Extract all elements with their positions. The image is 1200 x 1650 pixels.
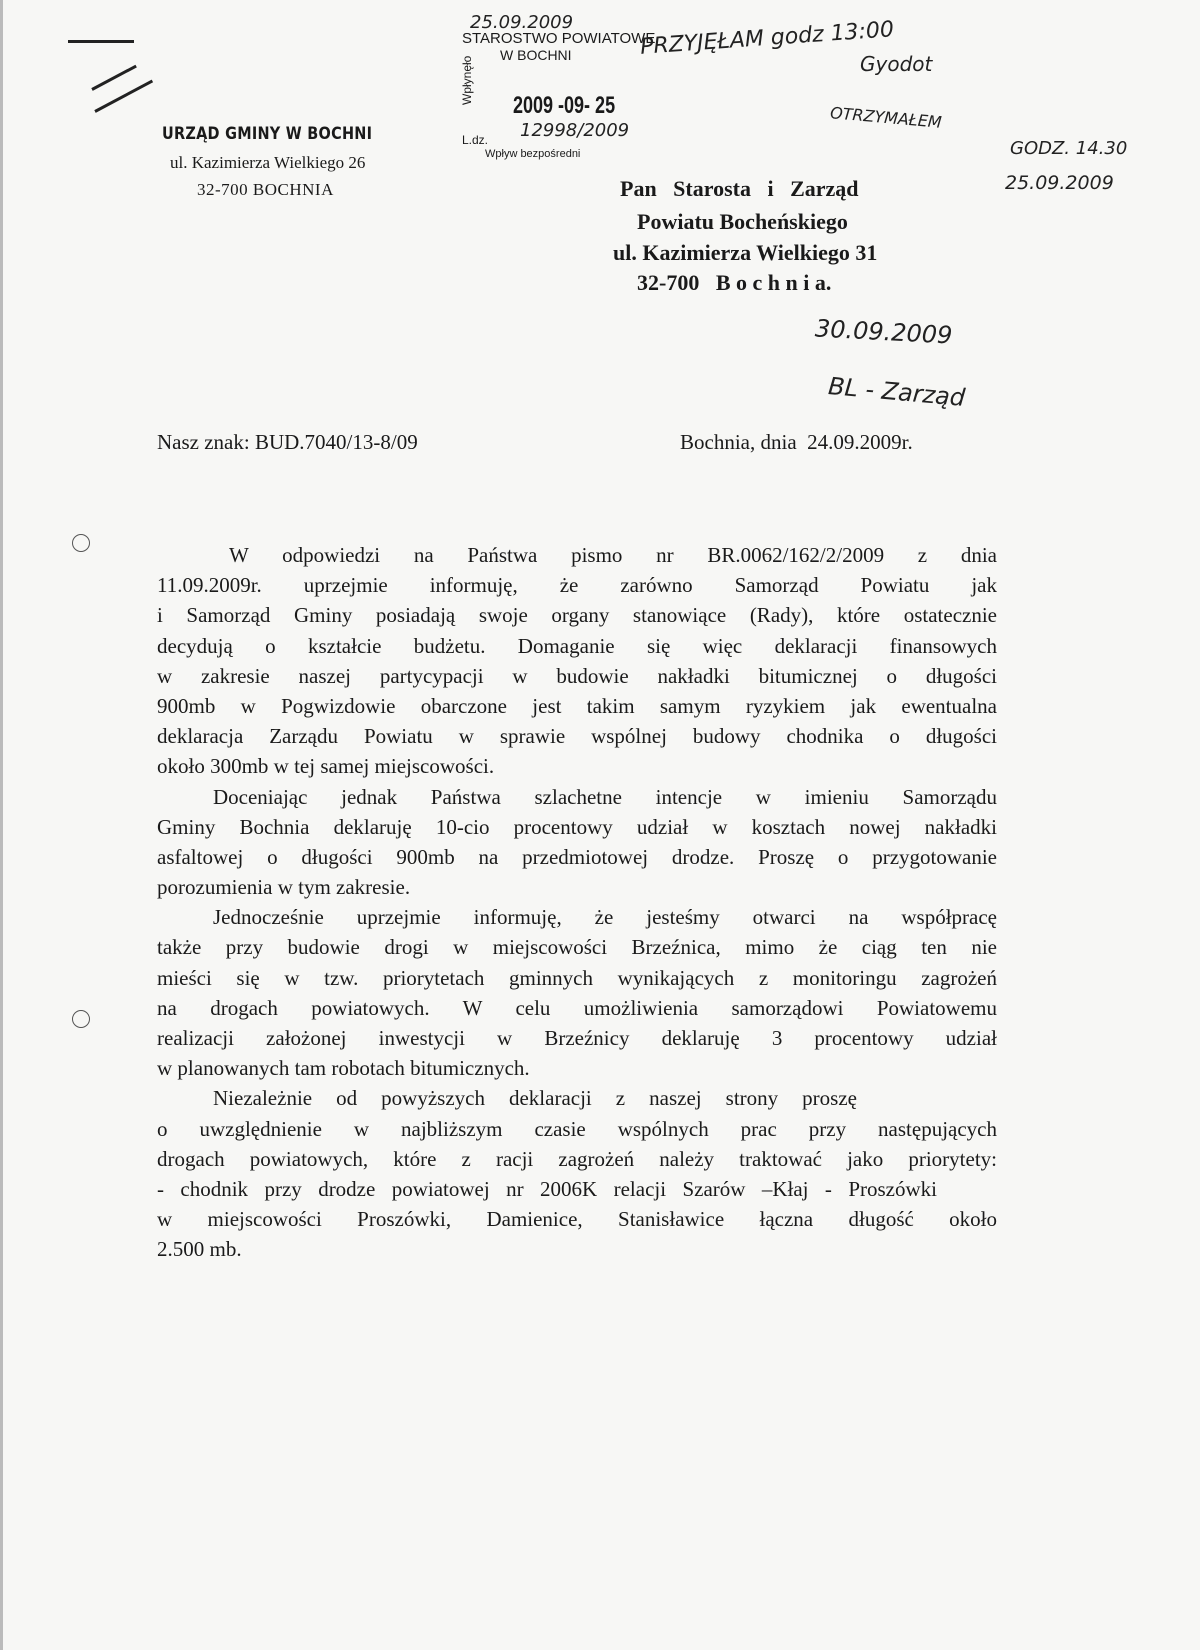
margin-mark bbox=[91, 65, 137, 91]
sender-name: URZĄD GMINY W BOCHNI bbox=[162, 124, 373, 144]
body-line: także przy budowie drogi w miejscowości Brzeźnica, mimo że ciąg ten nie bbox=[157, 935, 997, 960]
handwritten-note: BL - Zarząd bbox=[827, 372, 967, 412]
recipient-line3: ul. Kazimierza Wielkiego 31 bbox=[613, 240, 878, 265]
recipient-line2: Powiatu Bocheńskiego bbox=[637, 209, 848, 234]
handwritten-received2: OTRZYMAŁEM bbox=[829, 103, 943, 132]
body-line: w zakresie naszej partycypacji w budowie nakładki bitumicznej o długości bbox=[157, 663, 997, 688]
punch-hole bbox=[72, 534, 90, 552]
margin-mark bbox=[68, 40, 134, 43]
stamp-received-label: Wpłynęło bbox=[460, 55, 474, 105]
place-date: Bochnia, dnia 24.09.2009r. bbox=[680, 430, 913, 454]
body-line: Niezależnie od powyższych deklaracji z naszej strony proszę bbox=[213, 1086, 857, 1111]
body-line: realizacji założonej inwestycji w Brzeźnicy deklaruję 3 procentowy udział bbox=[157, 1026, 997, 1050]
left-edge bbox=[0, 0, 3, 1650]
handwritten-received-note: PRZYJĘŁAM godz 13:00 bbox=[639, 17, 895, 60]
handwritten-date3: 30.09.2009 bbox=[814, 314, 954, 350]
body-line: mieści się w tzw. priorytetach gminnych wynikających z monitoringu zagrożeń bbox=[157, 965, 997, 990]
stamp-ldz-label: L.dz. bbox=[462, 133, 489, 147]
body-line: W odpowiedzi na Państwa pismo nr BR.0062/162/2/2009 z dnia bbox=[229, 543, 997, 567]
stamp-date: 2009 -09- 25 bbox=[513, 92, 616, 119]
stamp-ldz-number: 12998/2009 bbox=[520, 120, 630, 141]
body-line: i Samorząd Gminy posiadają swoje organy stanowiące (Rady), które ostatecznie bbox=[157, 603, 997, 628]
body-line: na drogach powiatowych. W celu umożliwienia samorządowi Powiatowemu bbox=[157, 995, 997, 1020]
our-reference: Nasz znak: BUD.7040/13-8/09 bbox=[157, 430, 418, 454]
body-line: decydują o kształcie budżetu. Domaganie się więc deklaracji finansowych bbox=[157, 633, 997, 658]
body-line: porozumienia w tym zakresie. bbox=[157, 875, 411, 900]
punch-hole bbox=[72, 1010, 90, 1028]
body-line: około 300mb w tej samej miejscowości. bbox=[157, 754, 495, 779]
handwritten-received-name: Gyodot bbox=[860, 52, 933, 76]
body-line: 900mb w Pogwizdowie obarczone jest takim samym ryzykiem jak ewentualna bbox=[157, 693, 997, 718]
body-line: - chodnik przy drodze powiatowej nr 2006K relacji Szarów –Kłaj - Proszówki bbox=[157, 1176, 937, 1201]
body-line: deklaracja Zarządu Powiatu w sprawie wspólnej budowy chodnika o długości bbox=[157, 724, 997, 749]
stamp-office: STAROSTWO POWIATOWE bbox=[462, 30, 656, 47]
body-line: o uwzględnienie w najbliższym czasie wspólnych prac przy następujących bbox=[157, 1116, 997, 1141]
body-line: asfaltowej o długości 900mb na przedmiotowej drodze. Proszę o przygotowanie bbox=[157, 844, 997, 869]
body-line: 11.09.2009r. uprzejmie informuję, że zarówno Samorząd Powiatu jak bbox=[157, 573, 997, 598]
letter-body bbox=[157, 540, 997, 1265]
recipient-line4: 32-700 B o c h n i a. bbox=[637, 270, 832, 295]
recipient-line1: Pan Starosta i Zarząd bbox=[620, 176, 859, 201]
sender-street: ul. Kazimierza Wielkiego 26 bbox=[170, 153, 366, 172]
body-line: Jednocześnie uprzejmie informuję, że jesteśmy otwarci na współpracę bbox=[213, 905, 997, 930]
handwritten-date2: 25.09.2009 bbox=[1005, 172, 1114, 194]
body-line: w planowanych tam robotach bitumicznych. bbox=[157, 1056, 530, 1081]
handwritten-time: GODZ. 14.30 bbox=[1010, 138, 1128, 159]
stamp-delivery: Wpływ bezpośredni bbox=[485, 148, 581, 160]
stamp-office-city: W BOCHNI bbox=[500, 47, 572, 63]
handwritten-top-date: 25.09.2009 bbox=[470, 12, 574, 33]
body-line: w miejscowości Proszówki, Damienice, Stanisławice łączna długość około bbox=[157, 1207, 997, 1232]
body-line: drogach powiatowych, które z racji zagrożeń należy traktować jako priorytety: bbox=[157, 1146, 997, 1171]
body-line: Doceniając jednak Państwa szlachetne intencje w imieniu Samorządu bbox=[213, 784, 997, 809]
sender-city: 32-700 BOCHNIA bbox=[197, 180, 334, 199]
body-line: Gminy Bochnia deklaruję 10-cio procentowy udział w kosztach nowej nakładki bbox=[157, 814, 997, 839]
body-line: 2.500 mb. bbox=[157, 1237, 242, 1262]
